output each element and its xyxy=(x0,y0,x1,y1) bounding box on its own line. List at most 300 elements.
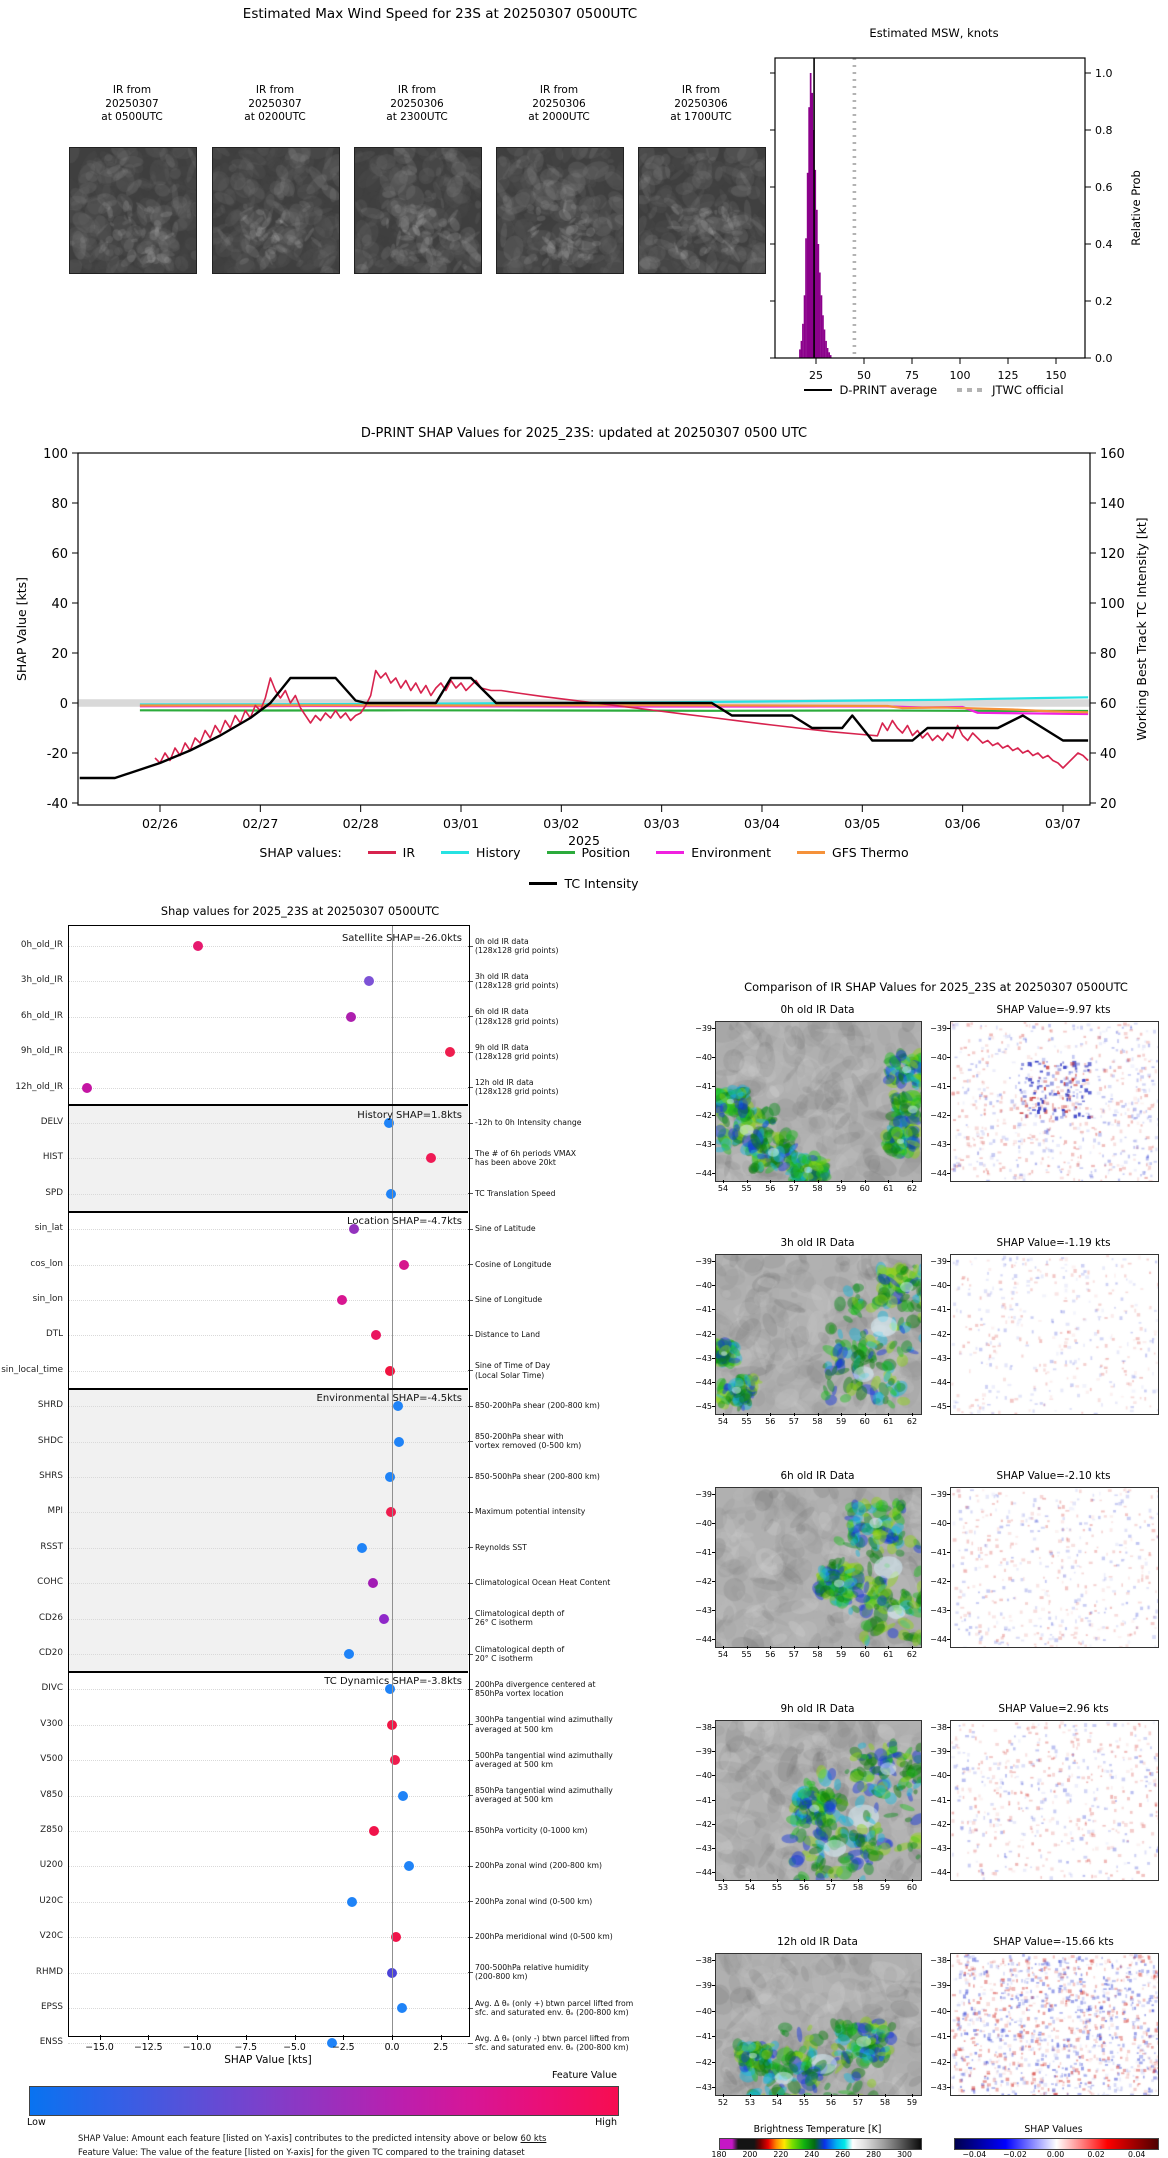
lon-tick xyxy=(912,2094,913,2097)
lat-tick-label: −44 xyxy=(930,1169,947,1178)
lon-tick xyxy=(723,1646,724,1649)
lat-tick xyxy=(947,1057,950,1058)
legend-label: GFS Thermo xyxy=(832,845,909,860)
feature-value-high: High xyxy=(595,2117,617,2128)
lon-tick xyxy=(865,1413,866,1416)
lon-tick-label: 62 xyxy=(906,1417,918,1426)
svg-text:03/07: 03/07 xyxy=(1044,816,1081,831)
x-tick-label: 0.0 xyxy=(384,2042,400,2053)
lon-tick-label: 56 xyxy=(798,1883,810,1892)
svg-text:0.0: 0.0 xyxy=(1095,352,1113,365)
feature-description: Reynolds SST xyxy=(475,1542,527,1552)
feature-label: Z850 xyxy=(40,1825,63,1835)
feature-description: 700-500hPa relative humidity (200-800 km) xyxy=(475,1963,589,1982)
lat-tick-label: −41 xyxy=(695,1795,712,1805)
legend-jtwc-official xyxy=(957,383,1063,397)
feature-description: 6h old IR data (128x128 grid points) xyxy=(475,1007,559,1026)
svg-text:-20: -20 xyxy=(46,747,68,762)
dotted-line-swatch xyxy=(957,388,985,392)
group-label: Environmental SHAP=-4.5kts xyxy=(316,1393,462,1405)
comparison-title: Comparison of IR SHAP Values for 2025_23S at 20250307 0500UTC xyxy=(744,980,1128,994)
bt-tick-label: 200 xyxy=(742,2150,758,2158)
lat-tick-label: −41 xyxy=(695,2032,712,2042)
sv-tick-label: −0.02 xyxy=(1002,2150,1027,2158)
lat-tick xyxy=(947,1173,950,1174)
lat-tick xyxy=(712,1775,715,1776)
shap-map-image xyxy=(950,1953,1159,2096)
feature-label: sin_lat xyxy=(34,1223,63,1234)
lon-tick xyxy=(841,1413,842,1416)
lat-tick-label: −42 xyxy=(695,1111,712,1120)
legend-label: IR xyxy=(402,845,416,860)
lat-tick-label: −43 xyxy=(930,1140,947,1149)
lat-tick xyxy=(712,1523,715,1524)
svg-text:-40: -40 xyxy=(46,797,68,812)
lat-tick-label: −41 xyxy=(695,1548,712,1557)
x-tick xyxy=(392,2035,393,2040)
legend-label: TC Intensity xyxy=(564,876,639,891)
lat-tick xyxy=(947,1358,950,1359)
lat-tick xyxy=(712,1144,715,1145)
feature-label: RHMD xyxy=(35,1966,63,1977)
x-tick xyxy=(246,2035,247,2040)
shap-map-title: SHAP Value=2.96 kts xyxy=(998,1703,1109,1715)
svg-text:20: 20 xyxy=(51,647,68,662)
svg-text:100: 100 xyxy=(43,447,68,462)
feature-label: 0h_old_IR xyxy=(20,940,63,950)
feature-description: Sine of Longitude xyxy=(475,1295,543,1304)
group-label: Satellite SHAP=-26.0kts xyxy=(341,933,462,944)
feature-label: V20C xyxy=(39,1931,63,1942)
ir-thumbnail-image xyxy=(69,147,197,274)
bt-tick-label: 220 xyxy=(773,2150,789,2158)
lat-tick xyxy=(947,1800,950,1801)
lat-tick xyxy=(712,1727,715,1728)
feature-description: 300hPa tangential wind azimuthally averaged at 500 km xyxy=(475,1715,613,1734)
lon-tick xyxy=(912,1646,913,1649)
lat-tick-label: −40 xyxy=(930,2006,947,2016)
svg-text:40: 40 xyxy=(1100,747,1117,762)
shap-map-image xyxy=(950,1720,1159,1881)
x-tick xyxy=(441,2035,442,2040)
x-tick-label: −10.0 xyxy=(182,2042,212,2053)
lon-tick-label: 53 xyxy=(717,1883,729,1892)
ir-thumbnail-caption: IR from 20250307 at 0500UTC xyxy=(101,84,163,124)
lat-tick xyxy=(947,1028,950,1029)
svg-text:02/26: 02/26 xyxy=(141,816,179,831)
lat-tick xyxy=(947,1086,950,1087)
feature-value-label: Feature Value xyxy=(551,2070,617,2081)
lat-tick xyxy=(947,1144,950,1145)
lat-tick xyxy=(712,1115,715,1116)
lon-tick-label: 55 xyxy=(741,1184,752,1193)
lat-tick-label: −40 xyxy=(695,2006,712,2016)
feature-description: Sine of Time of Day (Local Solar Time) xyxy=(475,1361,551,1380)
histogram-plot xyxy=(700,40,1168,422)
x-tick-label: −15.0 xyxy=(85,2042,114,2053)
lat-tick xyxy=(712,1285,715,1286)
svg-text:03/05: 03/05 xyxy=(844,816,881,831)
legend-item-ir xyxy=(368,845,415,860)
lat-tick-label: −43 xyxy=(695,1140,712,1149)
lat-tick xyxy=(947,1115,950,1116)
ir-map-image xyxy=(715,1254,922,1415)
feature-label: HIST xyxy=(42,1152,63,1163)
shap-values-colorbar xyxy=(954,2138,1159,2150)
svg-text:100: 100 xyxy=(949,369,971,382)
lon-tick-label: 58 xyxy=(812,1417,823,1426)
lon-tick-label: 60 xyxy=(859,1417,870,1426)
lat-tick-label: −41 xyxy=(930,1795,947,1805)
footnote-feature-value: Feature Value: The value of the feature [listed on Y-axis] for the given TC compared to the training dataset xyxy=(78,2147,525,2157)
ir-map-image xyxy=(715,1487,922,1648)
lat-tick-label: −40 xyxy=(695,1281,712,1291)
ir-thumbnail-image xyxy=(212,147,340,274)
lat-tick-label: −40 xyxy=(695,1053,712,1062)
lon-tick-label: 57 xyxy=(825,1883,837,1892)
lat-tick-label: −41 xyxy=(930,1548,947,1557)
group-label: History SHAP=1.8kts xyxy=(357,1110,462,1121)
lon-tick xyxy=(888,1180,889,1183)
feature-description: Avg. Δ θₑ (only +) btwn parcel lifted from sfc. and saturated env. θₑ (200-800 km) xyxy=(475,1998,634,2017)
legend-dprint-average xyxy=(804,383,937,397)
legend-item-position xyxy=(547,845,631,860)
lat-tick-label: −44 xyxy=(930,1635,947,1644)
lat-tick xyxy=(712,1751,715,1752)
ir-map-image xyxy=(715,1953,922,2096)
lon-tick-label: 54 xyxy=(717,1417,729,1426)
lat-tick xyxy=(712,1358,715,1359)
lat-tick-label: −41 xyxy=(930,2032,947,2042)
lon-tick xyxy=(804,2094,805,2097)
feature-label: V850 xyxy=(40,1789,63,1800)
svg-text:02/28: 02/28 xyxy=(342,816,379,831)
lat-tick xyxy=(712,1057,715,1058)
svg-text:140: 140 xyxy=(1100,497,1125,512)
lat-tick xyxy=(947,1751,950,1752)
lat-tick-label: −43 xyxy=(695,2083,712,2092)
timeseries-legend-row1 xyxy=(0,845,1168,860)
dotplot-frame xyxy=(68,925,470,2037)
svg-text:20: 20 xyxy=(1100,797,1117,812)
svg-text:0.6: 0.6 xyxy=(1095,181,1113,194)
svg-text:80: 80 xyxy=(1100,647,1117,662)
lon-tick-label: 56 xyxy=(825,2098,837,2107)
x-tick-label: −2.5 xyxy=(331,2042,355,2053)
lat-tick-label: −41 xyxy=(695,1305,712,1315)
feature-label: 9h_old_IR xyxy=(20,1046,63,1057)
group-label: TC Dynamics SHAP=-3.8kts xyxy=(324,1676,462,1688)
feature-value-colorbar xyxy=(29,2086,619,2116)
legend-label: D-PRINT average xyxy=(839,383,938,397)
lon-tick-label: 57 xyxy=(852,2098,864,2107)
lon-tick xyxy=(831,2094,832,2097)
lon-tick xyxy=(912,1879,913,1882)
lon-tick xyxy=(747,1646,748,1649)
lon-tick xyxy=(858,2094,859,2097)
x-tick-label: 2.5 xyxy=(433,2042,449,2053)
feature-description: Climatological Ocean Heat Content xyxy=(475,1578,611,1588)
feature-description: 850-200hPa shear (200-800 km) xyxy=(475,1401,600,1411)
feature-value-low: Low xyxy=(27,2117,46,2128)
feature-label: DTL xyxy=(45,1329,63,1340)
lon-tick-label: 54 xyxy=(744,1883,756,1892)
lon-tick xyxy=(818,1413,819,1416)
brightness-temp-colorbar-title: Brightness Temperature [K] xyxy=(753,2124,882,2135)
svg-text:75: 75 xyxy=(905,369,919,382)
lat-tick-label: −42 xyxy=(695,1329,712,1339)
lat-tick xyxy=(947,1581,950,1582)
lon-tick-label: 53 xyxy=(744,2098,756,2107)
x-tick-label: −12.5 xyxy=(134,2042,163,2053)
page-title: Estimated Max Wind Speed for 23S at 20250307 0500UTC xyxy=(242,6,638,22)
lat-tick-label: −41 xyxy=(930,1082,947,1091)
lon-tick xyxy=(818,1180,819,1183)
ir-map-title: 12h old IR Data xyxy=(777,1936,858,1948)
histogram-title: Estimated MSW, knots xyxy=(869,26,999,40)
lat-tick xyxy=(947,2062,950,2063)
lat-tick xyxy=(712,2036,715,2037)
lon-tick-label: 58 xyxy=(852,1883,864,1892)
lon-tick xyxy=(831,1879,832,1882)
svg-text:Relative Prob: Relative Prob xyxy=(1129,170,1143,246)
svg-text:80: 80 xyxy=(51,497,68,512)
svg-text:0.8: 0.8 xyxy=(1095,124,1113,137)
lat-tick-label: −44 xyxy=(695,1868,712,1877)
lat-tick xyxy=(712,1985,715,1986)
ir-thumbnail-caption: IR from 20250306 at 2000UTC xyxy=(528,84,590,124)
feature-description: TC Translation Speed xyxy=(475,1188,556,1198)
lat-tick-label: −39 xyxy=(930,1257,947,1266)
ir-map-title: 3h old IR Data xyxy=(780,1237,855,1249)
lon-tick xyxy=(770,1413,771,1416)
solid-line-swatch xyxy=(804,389,832,392)
lon-tick xyxy=(912,1180,913,1183)
feature-label: RSST xyxy=(40,1541,63,1552)
legend-label: Environment xyxy=(691,845,772,860)
lat-tick xyxy=(947,1523,950,1524)
shap-map-image xyxy=(950,1254,1159,1415)
dotplot-xlabel: SHAP Value [kts] xyxy=(224,2054,312,2066)
lat-tick xyxy=(947,1848,950,1849)
lat-tick-label: −39 xyxy=(695,1490,712,1499)
feature-label: SHRD xyxy=(37,1400,63,1411)
svg-text:0.2: 0.2 xyxy=(1095,295,1113,308)
lat-tick xyxy=(947,1610,950,1611)
lon-tick xyxy=(865,1180,866,1183)
lat-tick xyxy=(712,1824,715,1825)
lat-tick-label: −40 xyxy=(930,1053,947,1062)
svg-text:150: 150 xyxy=(1045,369,1067,382)
lat-tick-label: −40 xyxy=(930,1771,947,1781)
legend-title: SHAP values: xyxy=(259,845,342,860)
line-swatch xyxy=(441,851,469,854)
bt-tick-label: 180 xyxy=(711,2150,727,2158)
shap-map-image xyxy=(950,1487,1159,1648)
feature-description: 200hPa zonal wind (200-800 km) xyxy=(475,1861,603,1871)
lat-tick xyxy=(947,1494,950,1495)
feature-label: COHC xyxy=(37,1577,63,1588)
lon-tick xyxy=(912,1413,913,1416)
lat-tick-label: −43 xyxy=(930,2083,947,2092)
svg-text:40: 40 xyxy=(51,597,68,612)
x-tick xyxy=(148,2035,149,2040)
svg-text:60: 60 xyxy=(1100,697,1117,712)
ir-map-image xyxy=(715,1720,922,1881)
feature-label: 12h_old_IR xyxy=(15,1081,63,1092)
lat-tick-label: −38 xyxy=(695,1723,712,1732)
ir-thumbnail-image xyxy=(496,147,624,274)
lat-tick xyxy=(712,1872,715,1873)
lat-tick xyxy=(712,1581,715,1582)
x-tick-label: −5.0 xyxy=(283,2042,306,2053)
lat-tick-label: −40 xyxy=(695,1771,712,1781)
lat-tick-label: −39 xyxy=(695,1981,712,1991)
lon-tick xyxy=(885,1879,886,1882)
line-swatch xyxy=(797,851,825,854)
lat-tick-label: −44 xyxy=(695,1169,712,1178)
ir-map-title: 9h old IR Data xyxy=(780,1703,855,1715)
lat-tick xyxy=(712,1173,715,1174)
feature-label: DELV xyxy=(40,1117,63,1127)
lon-tick xyxy=(804,1879,805,1882)
shap-map-title: SHAP Value=-2.10 kts xyxy=(996,1470,1111,1482)
lat-tick-label: −45 xyxy=(695,1402,712,1411)
lat-tick-label: −38 xyxy=(930,1956,947,1965)
lat-tick xyxy=(947,1382,950,1383)
footnote-shap-value xyxy=(78,2133,546,2143)
bt-tick-label: 280 xyxy=(866,2150,882,2158)
lon-tick-label: 58 xyxy=(879,2098,891,2107)
feature-description: 850hPa vorticity (0-1000 km) xyxy=(475,1826,588,1835)
feature-description: Climatological depth of 26° C isotherm xyxy=(475,1609,565,1628)
lat-tick-label: −42 xyxy=(695,1819,712,1829)
legend-item-gfs-thermo xyxy=(797,845,909,860)
feature-description: 200hPa zonal wind (0-500 km) xyxy=(475,1896,593,1906)
lon-tick-label: 61 xyxy=(883,1184,894,1193)
lat-tick xyxy=(947,1872,950,1873)
lat-tick-label: −40 xyxy=(930,1281,947,1291)
svg-text:120: 120 xyxy=(1100,547,1125,562)
lon-tick xyxy=(747,1180,748,1183)
bt-tick-label: 260 xyxy=(835,2150,851,2158)
lon-tick xyxy=(723,1180,724,1183)
lat-tick-label: −44 xyxy=(930,1868,947,1877)
feature-label: DIVC xyxy=(41,1683,63,1694)
feature-description: The # of 6h periods VMAX has been above 20kt xyxy=(475,1148,577,1168)
lat-tick xyxy=(712,2062,715,2063)
lat-tick-label: −43 xyxy=(930,1606,947,1615)
lat-tick xyxy=(947,2036,950,2037)
lat-tick-label: −43 xyxy=(695,1353,712,1363)
lat-tick-label: −39 xyxy=(930,1024,947,1033)
svg-text:03/06: 03/06 xyxy=(944,816,981,831)
lon-tick-label: 59 xyxy=(879,1883,891,1892)
svg-text:25: 25 xyxy=(809,369,823,382)
bt-tick-label: 300 xyxy=(897,2150,912,2158)
x-tick xyxy=(343,2035,344,2040)
svg-text:60: 60 xyxy=(51,547,68,562)
feature-label: U20C xyxy=(39,1895,63,1906)
lon-tick xyxy=(777,1879,778,1882)
lon-tick-label: 57 xyxy=(788,1650,799,1659)
lat-tick xyxy=(712,1261,715,1262)
lon-tick xyxy=(747,1413,748,1416)
lon-tick xyxy=(723,1413,724,1416)
lon-tick-label: 55 xyxy=(741,1417,752,1426)
footnote-underlined: 60 kts xyxy=(520,2133,547,2143)
ir-map-title: 6h old IR Data xyxy=(780,1470,855,1482)
lat-tick-label: −41 xyxy=(930,1305,947,1315)
lat-tick xyxy=(947,2087,950,2088)
lon-tick xyxy=(750,2094,751,2097)
lon-tick-label: 56 xyxy=(765,1417,776,1426)
lon-tick xyxy=(794,1180,795,1183)
lon-tick-label: 59 xyxy=(836,1184,847,1193)
line-swatch xyxy=(368,851,396,854)
lon-tick xyxy=(841,1646,842,1649)
timeseries-plot xyxy=(0,445,1168,851)
lon-tick-label: 59 xyxy=(836,1417,847,1426)
lat-tick xyxy=(712,1494,715,1495)
lon-tick xyxy=(888,1646,889,1649)
line-swatch xyxy=(547,851,575,854)
lat-tick xyxy=(947,1309,950,1310)
lat-tick-label: −43 xyxy=(930,1353,947,1363)
sv-tick-label: 0.00 xyxy=(1046,2150,1065,2158)
feature-description: 200hPa meridional wind (0-500 km) xyxy=(475,1932,613,1942)
lat-tick xyxy=(947,1960,950,1961)
lat-tick xyxy=(947,1334,950,1335)
feature-description: 200hPa divergence centered at 850hPa vortex location xyxy=(475,1679,596,1699)
lat-tick xyxy=(947,1261,950,1262)
lon-tick-label: 54 xyxy=(771,2098,783,2107)
lon-tick xyxy=(723,2094,724,2097)
x-tick-label: −7.5 xyxy=(234,2042,258,2053)
feature-description: 500hPa tangential wind azimuthally averaged at 500 km xyxy=(475,1750,613,1769)
lat-tick-label: −39 xyxy=(930,1490,947,1499)
lat-tick-label: −44 xyxy=(930,1377,947,1387)
feature-description: 3h old IR data (128x128 grid points) xyxy=(475,971,559,991)
lat-tick xyxy=(947,1727,950,1728)
sv-tick-label: −0.04 xyxy=(962,2150,987,2158)
lat-tick xyxy=(712,1382,715,1383)
sv-tick-label: 0.04 xyxy=(1128,2150,1146,2158)
brightness-temp-colorbar xyxy=(719,2138,922,2150)
lat-tick xyxy=(712,1639,715,1640)
shap-values-colorbar-title: SHAP Values xyxy=(1024,2124,1083,2135)
legend-item-environment xyxy=(656,845,771,860)
feature-description: 850-200hPa shear with vortex removed (0-500 km) xyxy=(475,1432,582,1451)
lat-tick xyxy=(712,1086,715,1087)
lat-tick xyxy=(947,1824,950,1825)
lat-tick-label: −44 xyxy=(695,1377,712,1387)
lon-tick-label: 56 xyxy=(765,1650,776,1659)
lon-tick-label: 57 xyxy=(788,1417,799,1426)
lat-tick-label: −38 xyxy=(695,1956,712,1965)
legend-item-tc-intensity xyxy=(529,876,638,891)
lat-tick-label: −42 xyxy=(930,1111,947,1120)
lon-tick xyxy=(858,1879,859,1882)
svg-text:100: 100 xyxy=(1100,597,1125,612)
lon-tick-label: 61 xyxy=(883,1417,894,1426)
svg-text:0: 0 xyxy=(59,697,68,712)
shap-map-title: SHAP Value=-9.97 kts xyxy=(996,1004,1111,1016)
svg-text:02/27: 02/27 xyxy=(242,816,279,831)
lon-tick xyxy=(770,1646,771,1649)
feature-description: -12h to 0h Intensity change xyxy=(475,1118,582,1127)
lon-tick-label: 56 xyxy=(765,1184,776,1193)
